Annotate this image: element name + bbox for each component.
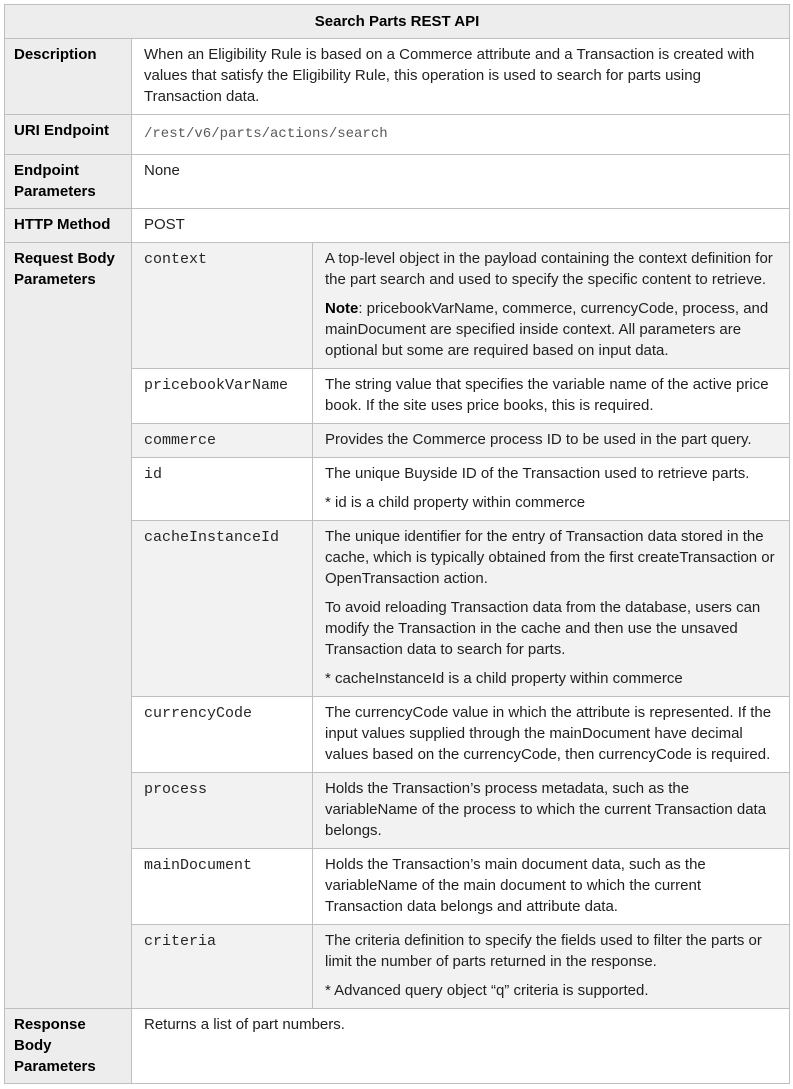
param-name-id: id <box>132 458 313 521</box>
uri-endpoint-value: /rest/v6/parts/actions/search <box>132 115 790 155</box>
param-name-process: process <box>132 773 313 849</box>
param-desc-pricebookvarname <box>313 369 790 424</box>
param-desc-criteria <box>313 925 790 1009</box>
param-row-context <box>5 243 790 369</box>
param-paragraph: The unique identifier for the entry of Transaction data stored in the cache, which is typically obtained from the first createTransaction or OpenTransaction action. <box>325 528 775 587</box>
param-paragraph: The currencyCode value in which the attribute is represented. If the input values supplied through the mainDocument have decimal values based on the currencyCode, then currencyCode is required. <box>325 704 772 763</box>
description-label: Description <box>5 39 132 115</box>
param-desc-cacheinstanceid <box>313 521 790 697</box>
uri-endpoint-label: URI Endpoint <box>5 115 132 155</box>
param-name-currencycode: currencyCode <box>132 697 313 773</box>
param-desc-context <box>313 243 790 369</box>
response-body-value: Returns a list of part numbers. <box>132 1009 790 1084</box>
api-reference-table <box>4 4 790 1084</box>
param-paragraph: Provides the Commerce process ID to be used in the part query. <box>325 431 752 448</box>
param-name-context: context <box>132 243 313 369</box>
param-desc-id <box>313 458 790 521</box>
description-row <box>5 39 790 115</box>
response-body-row <box>5 1009 790 1084</box>
note-label: Note <box>325 300 359 317</box>
param-name-criteria: criteria <box>132 925 313 1009</box>
param-paragraph: * cacheInstanceId is a child property within commerce <box>325 670 683 687</box>
description-value: When an Eligibility Rule is based on a Commerce attribute and a Transaction is created with values that satisfy the Eligibility Rule, this operation is used to search for parts using Transaction data. <box>132 39 790 115</box>
param-paragraph: The unique Buyside ID of the Transaction used to retrieve parts. <box>325 465 750 482</box>
note-text: : pricebookVarName, commerce, currencyCode, process, and mainDocument are specified inside context. All parameters are optional but some are required based on input data. <box>325 300 769 359</box>
response-body-label: Response Body Parameters <box>5 1009 132 1084</box>
param-paragraph: Holds the Transaction’s process metadata, such as the variableName of the process to which the current Transaction data belongs. <box>325 780 767 839</box>
param-paragraph: To avoid reloading Transaction data from the database, users can modify the Transaction in the cache and then use the unsaved Transaction data to search for parts. <box>325 599 761 658</box>
param-paragraph: A top-level object in the payload containing the context definition for the part search and used to specify the specific content to retrieve. <box>325 250 773 288</box>
param-paragraph: The criteria definition to specify the fields used to filter the parts or limit the number of parts returned in the response. <box>325 932 762 970</box>
endpoint-parameters-label: Endpoint Parameters <box>5 155 132 209</box>
param-name-cacheinstanceid: cacheInstanceId <box>132 521 313 697</box>
uri-endpoint-row <box>5 115 790 155</box>
param-desc-process <box>313 773 790 849</box>
table-title-row <box>5 5 790 39</box>
http-method-label: HTTP Method <box>5 209 132 243</box>
param-paragraph: * id is a child property within commerce <box>325 494 586 511</box>
param-name-maindocument: mainDocument <box>132 849 313 925</box>
param-name-pricebookvarname: pricebookVarName <box>132 369 313 424</box>
http-method-value: POST <box>132 209 790 243</box>
http-method-row <box>5 209 790 243</box>
param-paragraph: The string value that specifies the variable name of the active price book. If the site uses price books, this is required. <box>325 376 769 414</box>
param-name-commerce: commerce <box>132 424 313 458</box>
param-note <box>325 298 777 361</box>
request-body-label: Request Body Parameters <box>5 243 132 1009</box>
param-desc-commerce <box>313 424 790 458</box>
param-desc-currencycode <box>313 697 790 773</box>
param-paragraph: Holds the Transaction’s main document data, such as the variableName of the main document to which the current Transaction data belongs and attribute data. <box>325 856 706 915</box>
param-paragraph: * Advanced query object “q” criteria is supported. <box>325 982 649 999</box>
endpoint-parameters-row <box>5 155 790 209</box>
param-desc-maindocument <box>313 849 790 925</box>
page-title: Search Parts REST API <box>5 5 790 39</box>
endpoint-parameters-value: None <box>132 155 790 209</box>
